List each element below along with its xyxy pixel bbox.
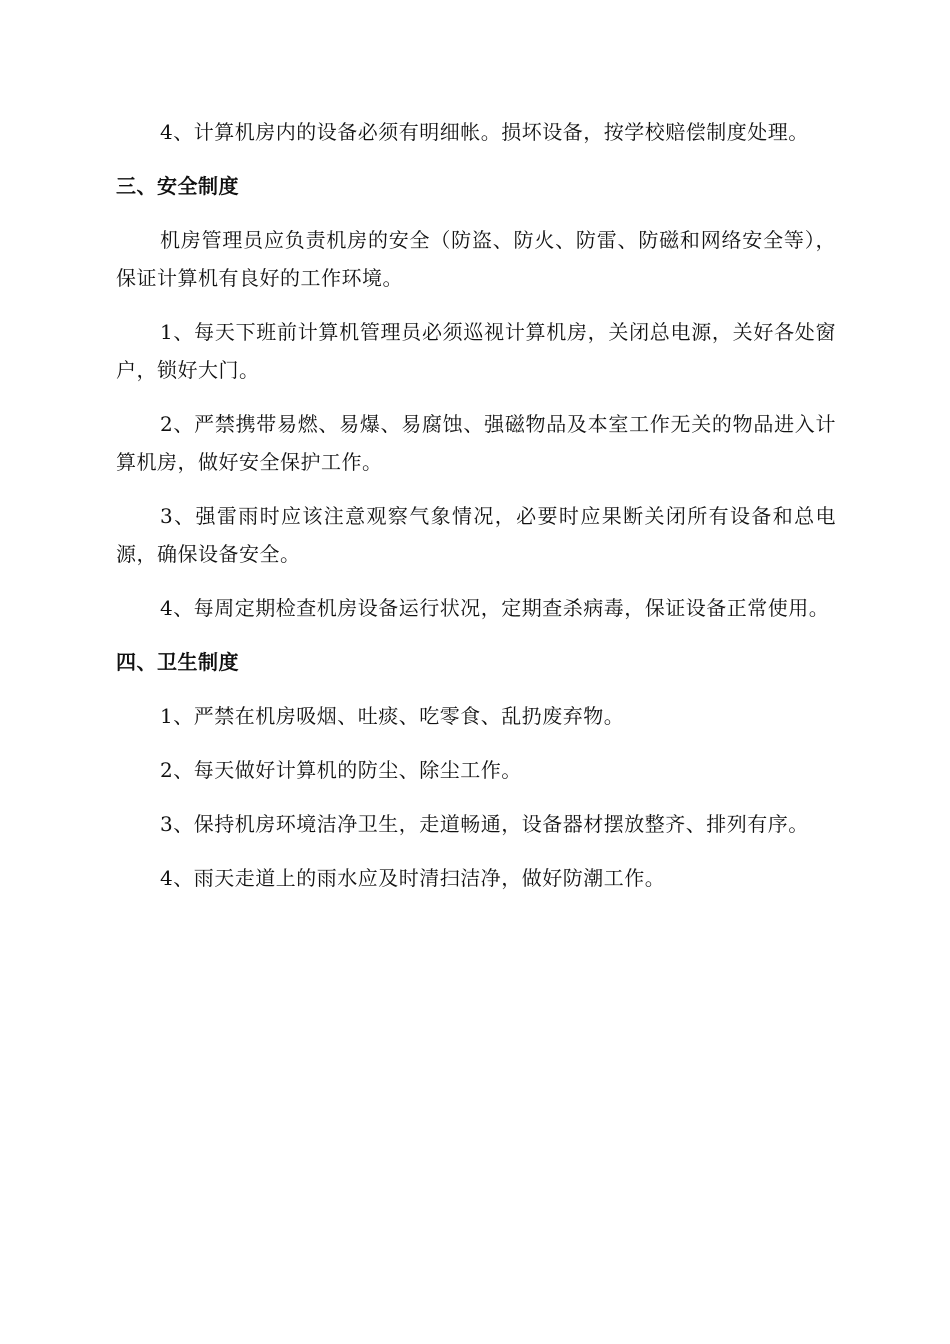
list-item: 4、雨天走道上的雨水应及时清扫洁净，做好防潮工作。 (160, 866, 666, 890)
list-item: 2、严禁携带易燃、易爆、易腐蚀、强磁物品及本室工作无关的物品进入计算机房，做好安全保护工作。 (116, 412, 836, 474)
section-heading-hygiene: 四、卫生制度 (116, 650, 239, 674)
document-body (116, 113, 836, 913)
list-item: 2、每天做好计算机的防尘、除尘工作。 (160, 758, 522, 782)
list-item: 3、强雷雨时应该注意观察气象情况，必要时应果断关闭所有设备和总电源，确保设备安全。 (116, 504, 836, 566)
section-heading-safety: 三、安全制度 (116, 174, 239, 198)
list-item: 3、保持机房环境洁净卫生，走道畅通，设备器材摆放整齐、排列有序。 (160, 812, 809, 836)
list-item: 1、每天下班前计算机管理员必须巡视计算机房，关闭总电源，关好各处窗户，锁好大门。 (116, 320, 836, 382)
paragraph-equipment-inventory: 4、计算机房内的设备必须有明细帐。损坏设备，按学校赔偿制度处理。 (160, 120, 809, 144)
list-item: 1、严禁在机房吸烟、吐痰、吃零食、乱扔废弃物。 (160, 704, 625, 728)
list-item: 4、每周定期检查机房设备运行状况，定期查杀病毒，保证设备正常使用。 (160, 596, 830, 620)
paragraph-safety-intro: 机房管理员应负责机房的安全（防盗、防火、防雷、防磁和网络安全等），保证计算机有良好的工作环境。 (116, 228, 836, 290)
